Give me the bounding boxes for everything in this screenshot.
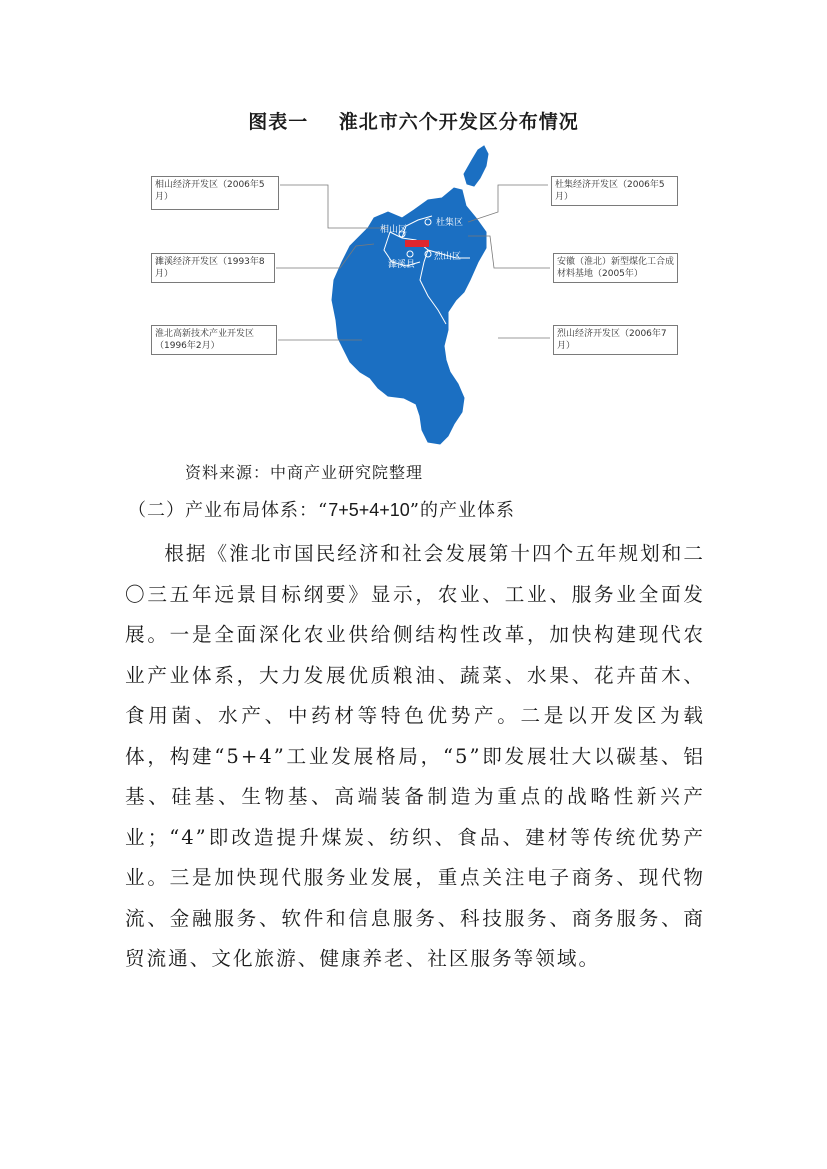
section-heading-prefix: （二）产业布局体系：“: [128, 500, 329, 521]
city-center-marker: [405, 240, 429, 247]
map-label-xiangshan: 相山区: [380, 225, 408, 235]
callout-left-2: 濉溪经济开发区（1993年8月）: [151, 253, 275, 283]
callout-left-1: 相山经济开发区（2006年5月）: [151, 176, 279, 210]
map-label-suixi: 濉溪县: [388, 260, 416, 270]
body-paragraph: 根据《淮北市国民经济和社会发展第十四个五年规划和二〇三五年远景目标纲要》显示，农业、工业、服务业全面发展。一是全面深化农业供给侧结构性改革，加快构建现代农业产业体系，大力发展优质粮油、蔬菜、水果、花卉苗木、食用菌、水产、中药材等特色优势产。二是以开发区为载体，构建“5+4”工业发展格局，“5”即发展壮大以碳基、铝基、硅基、生物基、高端装备制造为重点的战略性新兴产业；“4”即改造提升煤炭、纺织、食品、建材等传统优势产业。三是加快现代服务业发展，重点关注电子商务、现代物流、金融服务、软件和信息服务、科技服务、商务服务、商贸流通、文化旅游、健康养老、社区服务等领域。: [125, 542, 705, 970]
source-note: 资料来源：中商产业研究院整理: [185, 463, 424, 482]
huaibei-map: [0, 0, 827, 460]
map-label-duji: 杜集区: [436, 218, 464, 228]
section-heading-code: 7+5+4+10: [328, 500, 410, 520]
figure-title: 图表一 淮北市六个开发区分布情况: [248, 111, 579, 133]
leader-line-right-1: [468, 185, 548, 222]
callout-left-3: 淮北高新技术产业开发区（1996年2月）: [151, 325, 277, 355]
map-label-lieshan: 烈山区: [434, 252, 462, 262]
callout-right-2: 安徽（淮北）新型煤化工合成材料基地（2005年）: [553, 253, 678, 283]
callout-right-1: 杜集经济开发区（2006年5月）: [551, 176, 678, 206]
section-heading: [128, 496, 515, 522]
callout-right-3: 烈山经济开发区（2006年7月）: [553, 325, 678, 355]
map-north-tip: [464, 146, 488, 186]
section-heading-suffix: ”的产业体系: [409, 500, 515, 521]
